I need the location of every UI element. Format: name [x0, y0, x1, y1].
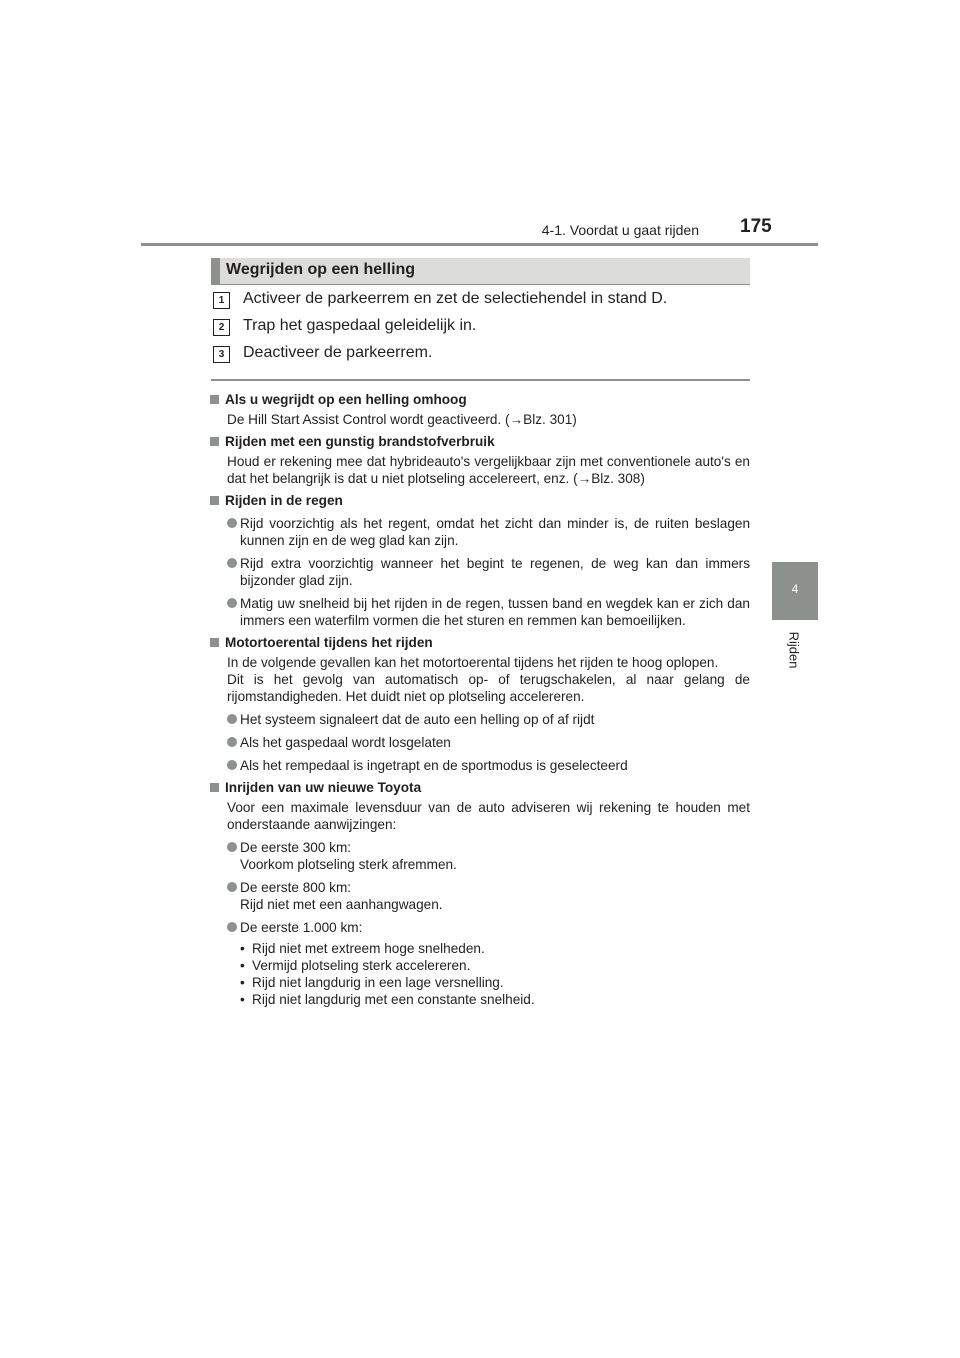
bullet-item: De eerste 1.000 km:	[227, 919, 750, 936]
bullet-item: Rijd voorzichtig als het regent, omdat het zicht dan minder is, de ruiten beslagen kunnen zijn en de weg glad kan zijn.	[227, 515, 750, 549]
bullet-item: De eerste 300 km: Voorkom plotseling sterk afremmen.	[227, 839, 750, 873]
note-paragraph: In de volgende gevallen kan het motortoerental tijdens het rijden te hoog oplopen.	[227, 655, 719, 670]
notes-section	[210, 386, 750, 1008]
steps-divider	[211, 379, 750, 381]
sub-list	[240, 940, 750, 1008]
header-rule	[141, 243, 818, 246]
chapter-tab-label-text: Rijden	[786, 631, 802, 669]
note-title: Rijden in de regen	[210, 492, 750, 509]
note-title: Inrijden van uw nieuwe Toyota	[210, 779, 750, 796]
square-bullet-icon	[210, 496, 219, 505]
step-number-3: 3	[213, 346, 230, 363]
bullet-item: Het systeem signaleert dat de auto een helling op of af rijdt	[227, 711, 750, 728]
sub-list-item: • Rijd niet langdurig met een constante snelheid.	[240, 991, 750, 1008]
square-bullet-icon	[210, 437, 219, 446]
square-bullet-icon	[210, 638, 219, 647]
steps-list	[213, 290, 753, 371]
note-title: Als u wegrijdt op een helling omhoog	[210, 391, 750, 408]
note-paragraph: De Hill Start Assist Control wordt geactiveerd. (→Blz. 301)	[227, 412, 577, 427]
section-heading	[211, 258, 750, 284]
note-paragraph: Houd er rekening mee dat hybrideauto's vergelijkbaar zijn met conventionele auto's en dat het belangrijk is dat u niet plotseling accelereert, enz. (→Blz. 308)	[227, 454, 750, 486]
step-item	[213, 290, 753, 317]
note-paragraph: Dit is het gevolg van automatisch op- of terugschakelen, al naar gelang de rijomstandigheden. Het duidt niet op plotseling accelereren.	[227, 672, 750, 704]
bullet-item: Rijd extra voorzichtig wanneer het begint te regenen, de weg kan dan immers bijzonder glad zijn.	[227, 555, 750, 589]
section-title: Wegrijden op een helling	[226, 261, 416, 278]
round-bullet-icon	[227, 922, 237, 932]
page-number: 175	[740, 216, 772, 237]
round-bullet-icon	[227, 760, 237, 770]
step-text-1: Activeer de parkeerrem en zet de selectiehendel in stand D.	[243, 290, 668, 307]
round-bullet-icon	[227, 842, 237, 852]
step-number-1: 1	[213, 292, 230, 309]
round-bullet-icon	[227, 737, 237, 747]
round-bullet-icon	[227, 714, 237, 724]
section-heading-underline	[211, 284, 750, 285]
step-text-2: Trap het gaspedaal geleidelijk in.	[243, 317, 477, 334]
square-bullet-icon	[210, 395, 219, 404]
page-header	[0, 0, 960, 250]
note-title: Motortoerental tijdens het rijden	[210, 634, 750, 651]
note-title: Rijden met een gunstig brandstofverbruik	[210, 433, 750, 450]
chapter-section-title: 4-1. Voordat u gaat rijden	[541, 222, 699, 238]
chapter-tab-number: 4	[791, 582, 799, 596]
sub-list-item: • Rijd niet met extreem hoge snelheden.	[240, 940, 750, 957]
round-bullet-icon	[227, 598, 237, 608]
round-bullet-icon	[227, 558, 237, 568]
bullet-item: Matig uw snelheid bij het rijden in de regen, tussen band en wegdek kan er zich dan immers een waterfilm vormen die het sturen en remmen kan bemoeilijken.	[227, 595, 750, 629]
step-item	[213, 317, 753, 344]
chapter-tab	[772, 562, 818, 620]
bullet-item: Als het rempedaal is ingetrapt en de sportmodus is geselecteerd	[227, 757, 750, 774]
step-number-2: 2	[213, 319, 230, 336]
bullet-item: De eerste 800 km: Rijd niet met een aanhangwagen.	[227, 879, 750, 913]
square-bullet-icon	[210, 783, 219, 792]
note-paragraph: Voor een maximale levensduur van de auto adviseren wij rekening te houden met onderstaande aanwijzingen:	[227, 800, 750, 832]
chapter-tab-label	[782, 630, 806, 670]
round-bullet-icon	[227, 518, 237, 528]
step-item	[213, 344, 753, 371]
sub-list-item: • Vermijd plotseling sterk accelereren.	[240, 957, 750, 974]
sub-list-item: • Rijd niet langdurig in een lage versnelling.	[240, 974, 750, 991]
step-text-3: Deactiveer de parkeerrem.	[243, 344, 433, 361]
bullet-item: Als het gaspedaal wordt losgelaten	[227, 734, 750, 751]
round-bullet-icon	[227, 882, 237, 892]
